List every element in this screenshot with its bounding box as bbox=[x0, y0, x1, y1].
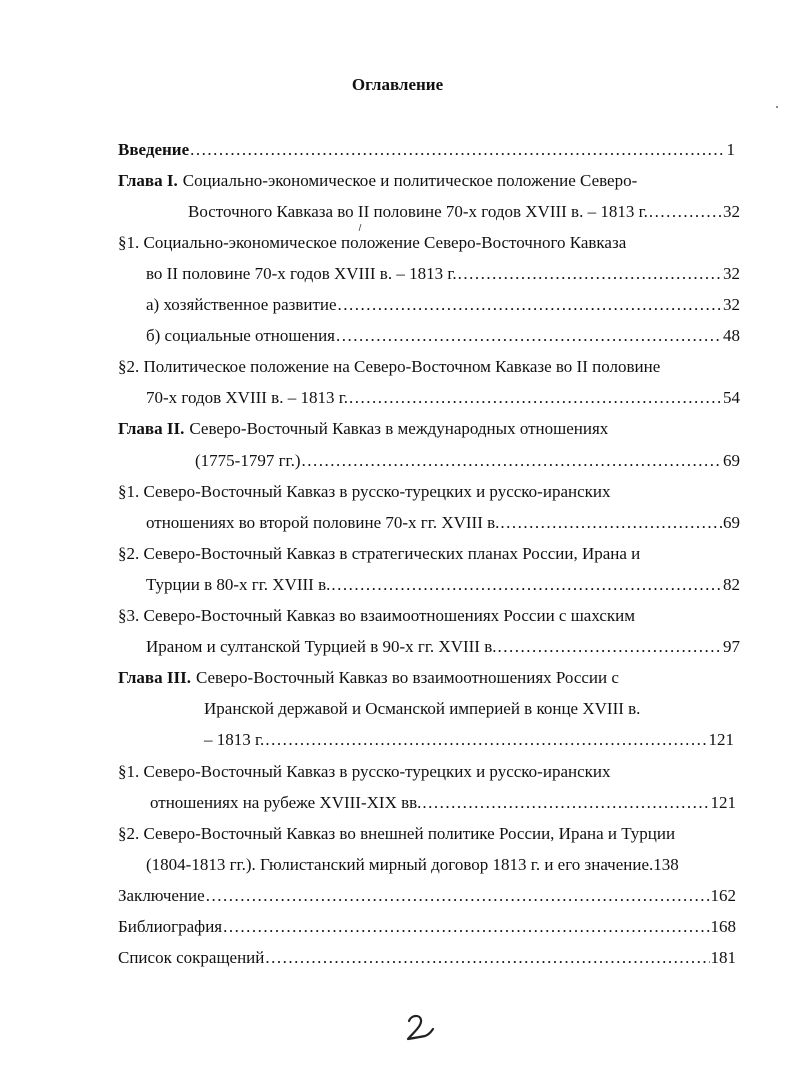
toc-entry-bibliography bbox=[118, 916, 736, 938]
dot-leader bbox=[458, 263, 722, 285]
toc-entry-chapter-1 bbox=[118, 170, 758, 192]
toc-page-number: 181 bbox=[710, 948, 736, 967]
toc-entry-ch2-section-3 bbox=[118, 605, 758, 627]
toc-entry-text: (1804-1813 гг.). Гюлистанский мирный договор 1813 г. и его значение.138 bbox=[146, 855, 679, 874]
toc-entry-text: Восточного Кавказа во II половине 70-х годов XVIII в. – 1813 г. bbox=[188, 202, 648, 221]
toc-title: Оглавление bbox=[351, 75, 444, 94]
toc-entry-chapter-3 bbox=[118, 667, 758, 689]
toc-page-number: 168 bbox=[710, 917, 736, 936]
toc-entry-text: Иранской державой и Османской империей в конце XVIII в. bbox=[204, 699, 641, 718]
toc-entry-chapter-3-cont bbox=[204, 698, 744, 720]
toc-entry-conclusion bbox=[118, 885, 736, 907]
toc-entry-text: Северо-Восточный Кавказ во взаимоотношениях России с bbox=[195, 668, 619, 687]
dot-leader bbox=[223, 916, 709, 938]
toc-entry-text: а) хозяйственное развитие bbox=[146, 295, 337, 314]
toc-entry-text: Заключение bbox=[118, 886, 205, 905]
dot-leader bbox=[649, 201, 722, 223]
toc-entry-ch3-section-2-cont bbox=[146, 854, 746, 876]
toc-page-number: 121 bbox=[710, 793, 736, 812]
toc-entry-text: §2. Северо-Восточный Кавказ в стратегических планах России, Ирана и bbox=[118, 544, 641, 563]
toc-chapter-label: Глава I. bbox=[118, 171, 178, 190]
dot-leader bbox=[497, 636, 722, 658]
toc-entry-text: Северо-Восточный Кавказ в международных отношениях bbox=[189, 419, 609, 438]
toc-entry-introduction bbox=[118, 139, 735, 161]
toc-entry-text: §2. Политическое положение на Северо-Восточном Кавказе во II половине bbox=[118, 357, 661, 376]
toc-entry-ch2-section-2 bbox=[118, 543, 758, 565]
toc-page-number: 32 bbox=[723, 264, 740, 283]
toc-entry-ch2-section-1 bbox=[118, 481, 758, 503]
dot-leader bbox=[265, 947, 709, 969]
toc-entry-ch1-sub-a bbox=[146, 294, 740, 316]
toc-entry-chapter-2-cont bbox=[195, 450, 740, 472]
dot-leader bbox=[338, 294, 722, 316]
dot-leader bbox=[349, 387, 722, 409]
toc-entry-text: Ираном и султанской Турцией в 90-х гг. XVIII в. bbox=[146, 637, 497, 656]
toc-entry-ch1-section-1-cont bbox=[146, 263, 740, 285]
toc-page-number: 48 bbox=[723, 326, 740, 345]
toc-entry-text: Список сокращений bbox=[118, 948, 265, 967]
toc-chapter-label: Глава III. bbox=[118, 668, 191, 687]
dot-leader bbox=[190, 139, 725, 161]
toc-page-number: 54 bbox=[723, 388, 740, 407]
toc-entry-text: §1. Северо-Восточный Кавказ в русско-турецких и русско-иранских bbox=[118, 482, 611, 501]
dot-leader bbox=[336, 325, 722, 347]
toc-page-number: 121 bbox=[708, 730, 734, 749]
dot-leader bbox=[422, 792, 709, 814]
toc-entry-abbreviations bbox=[118, 947, 736, 969]
toc-entry-ch3-section-2 bbox=[118, 823, 768, 845]
toc-page-number: 69 bbox=[723, 451, 740, 470]
toc-entry-chapter-2 bbox=[118, 418, 758, 440]
toc-page-number: 32 bbox=[723, 202, 740, 221]
toc-entry-ch1-section-2-cont bbox=[146, 387, 740, 409]
toc-entry-text: во II половине 70-х годов XVIII в. – 1813 г. bbox=[146, 264, 457, 283]
toc-entry-chapter-3-cont2 bbox=[204, 729, 734, 751]
toc-entry-text: §1. Северо-Восточный Кавказ в русско-турецких и русско-иранских bbox=[118, 762, 611, 781]
toc-page-number: 69 bbox=[723, 513, 740, 532]
toc-page-number: 32 bbox=[723, 295, 740, 314]
dot-leader bbox=[500, 512, 722, 534]
toc-page-number: 1 bbox=[726, 140, 735, 159]
toc-page-number: 97 bbox=[723, 637, 740, 656]
toc-entry-text: – 1813 г. bbox=[204, 730, 265, 749]
toc-entry-text: §1. Социально-экономическое положение Северо-Восточного Кавказа bbox=[118, 233, 627, 252]
toc-entry-text: §2. Северо-Восточный Кавказ во внешней политике России, Ирана и Турции bbox=[118, 824, 676, 843]
toc-entry-ch2-section-3-cont bbox=[146, 636, 740, 658]
toc-entry-label: Введение bbox=[118, 140, 190, 159]
toc-entry-ch3-section-1-cont bbox=[150, 792, 736, 814]
toc-entry-text: отношениях во второй половине 70-х гг. XVIII в. bbox=[146, 513, 500, 532]
toc-chapter-label: Глава II. bbox=[118, 419, 185, 438]
dot-leader bbox=[265, 729, 707, 751]
dot-leader bbox=[302, 450, 722, 472]
toc-entry-text: (1775-1797 гг.) bbox=[195, 451, 301, 470]
toc-entry-ch2-section-1-cont bbox=[146, 512, 740, 534]
toc-entry-text: отношениях на рубеже XVIII-XIX вв. bbox=[150, 793, 422, 812]
scan-speck bbox=[775, 105, 779, 109]
scan-mark bbox=[357, 224, 363, 232]
toc-entry-text: Социально-экономическое и политическое положение Северо- bbox=[182, 171, 638, 190]
dot-leader bbox=[331, 574, 722, 596]
toc-entry-text: Библиография bbox=[118, 917, 223, 936]
toc-entry-ch3-section-1 bbox=[118, 761, 758, 783]
toc-entry-ch1-sub-b bbox=[146, 325, 740, 347]
toc-page-number: 162 bbox=[710, 886, 736, 905]
toc-entry-text: 70-х годов XVIII в. – 1813 г. bbox=[146, 388, 349, 407]
toc-entry-ch1-section-1 bbox=[118, 232, 758, 254]
toc-entry-chapter-1-cont bbox=[188, 201, 740, 223]
toc-entry-ch1-section-2 bbox=[118, 356, 758, 378]
toc-entry-text: §3. Северо-Восточный Кавказ во взаимоотношениях России с шахским bbox=[118, 606, 636, 625]
toc-entry-text: Турции в 80-х гг. XVIII в. bbox=[146, 575, 331, 594]
toc-entry-ch2-section-2-cont bbox=[146, 574, 740, 596]
toc-page-number: 82 bbox=[723, 575, 740, 594]
dot-leader bbox=[206, 885, 710, 907]
toc-entry-text: б) социальные отношения bbox=[146, 326, 336, 345]
handwritten-page-number bbox=[402, 1012, 436, 1044]
